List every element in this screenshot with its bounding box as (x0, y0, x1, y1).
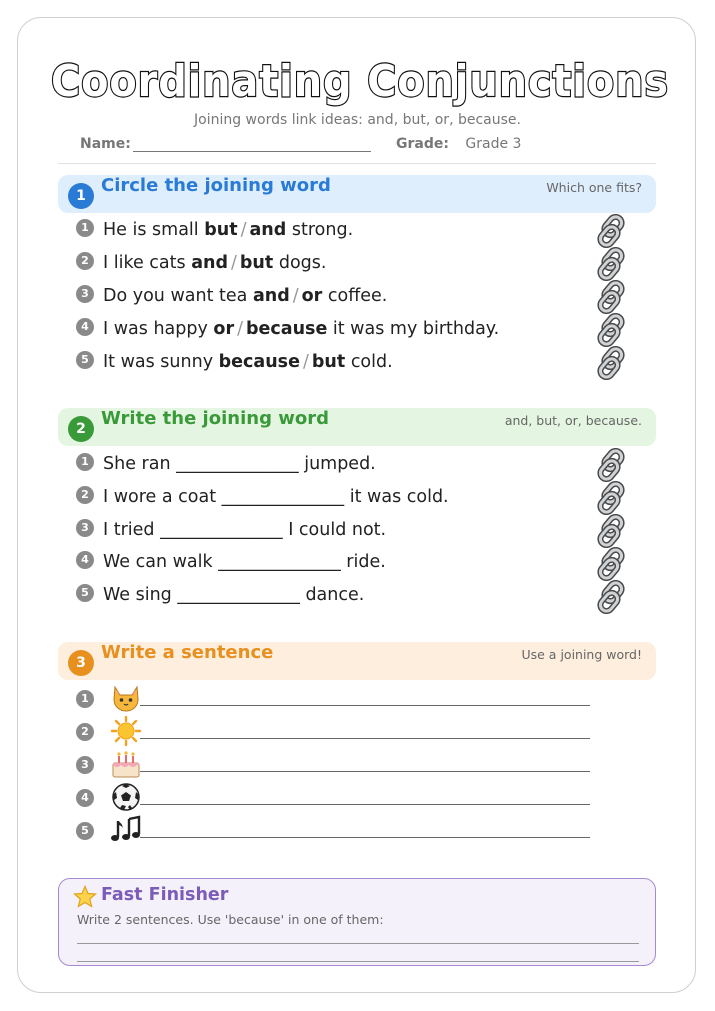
chain-link-icon (594, 280, 628, 314)
chain-link-icon (594, 313, 628, 347)
svg-text:Coordinating Conjunctions: Coordinating Conjunctions (51, 56, 669, 107)
star-icon (73, 885, 97, 909)
cat-face-icon (109, 683, 143, 713)
sun-icon (109, 716, 143, 746)
chain-link-icon (594, 547, 628, 581)
sentence-line[interactable] (140, 804, 590, 805)
section-2-title: Write the joining word (101, 408, 329, 429)
choice-option[interactable]: and (249, 220, 287, 240)
section-2-number: 2 (68, 416, 94, 442)
chain-link-icon (594, 448, 628, 482)
choice-option[interactable]: but (239, 253, 274, 273)
choice-option[interactable]: because (218, 352, 300, 372)
section-3-hint: Use a joining word! (521, 647, 642, 662)
list-item: 5 (76, 818, 149, 842)
answer-blank[interactable]: ______________ (160, 520, 283, 540)
subtitle: Joining words link ideas: and, but, or, because. (194, 112, 521, 128)
worksheet-title (40, 38, 680, 118)
fast-finisher-title: Fast Finisher (101, 885, 229, 905)
section-3-number: 3 (68, 650, 94, 676)
choice-option[interactable]: and (191, 253, 228, 273)
answer-line[interactable] (77, 961, 639, 962)
grade-value: Grade 3 (465, 136, 522, 152)
name-line[interactable] (133, 137, 371, 152)
list-item: 2 I like cats and / but dogs. (76, 253, 326, 277)
choice-option[interactable]: but (311, 352, 346, 372)
choice-option[interactable]: or (301, 286, 323, 306)
section-3-title: Write a sentence (101, 642, 274, 663)
choice-option[interactable]: or (213, 319, 235, 339)
section-2-header (58, 408, 656, 446)
list-item: 1 She ran ______________ jumped. (76, 454, 376, 478)
answer-blank[interactable]: ______________ (218, 552, 341, 572)
section-1-title: Circle the joining word (101, 175, 331, 196)
birthday-cake-icon (109, 749, 143, 779)
chain-link-icon (594, 346, 628, 380)
list-item: 1 He is small but / and strong. (76, 220, 353, 244)
sentence-line[interactable] (140, 837, 590, 838)
list-item: 2 (76, 719, 149, 743)
list-item: 3 (76, 752, 149, 776)
choice-option[interactable]: and (252, 286, 290, 306)
list-item: 2 I wore a coat ______________ it was cold. (76, 487, 449, 511)
list-item: 4 We can walk ______________ ride. (76, 552, 386, 576)
chain-link-icon (594, 247, 628, 281)
list-item: 5 We sing ______________ dance. (76, 585, 364, 609)
list-item: 1 (76, 686, 149, 710)
grade-label: Grade: (396, 136, 449, 152)
section-1-number: 1 (68, 183, 94, 209)
list-item: 3 Do you want tea and / or coffee. (76, 286, 387, 310)
name-field[interactable] (80, 136, 371, 152)
list-item: 3 I tried ______________ I could not. (76, 520, 386, 544)
chain-link-icon (594, 481, 628, 515)
section-2-hint: and, but, or, because. (504, 413, 642, 428)
music-notes-icon (109, 815, 143, 845)
sentence-line[interactable] (140, 705, 590, 706)
choice-option[interactable]: but (204, 220, 238, 240)
chain-link-icon (594, 580, 628, 614)
grade-field (396, 136, 521, 152)
fast-finisher-text: Write 2 sentences. Use 'because' in one of them: (77, 912, 384, 927)
name-label: Name: (80, 136, 131, 152)
list-item: 4 I was happy or / because it was my birthday. (76, 319, 499, 343)
soccer-ball-icon (109, 782, 143, 812)
section-1-hint: Which one fits? (546, 180, 642, 195)
sentence-line[interactable] (140, 771, 590, 772)
answer-blank[interactable]: ______________ (176, 454, 299, 474)
answer-blank[interactable]: ______________ (177, 585, 300, 605)
chain-link-icon (594, 214, 628, 248)
section-1-header (58, 175, 656, 213)
answer-blank[interactable]: ______________ (221, 487, 345, 507)
fast-finisher-box (58, 878, 656, 966)
divider (58, 163, 656, 164)
answer-line[interactable] (77, 943, 639, 944)
chain-link-icon (594, 514, 628, 548)
list-item: 5 It was sunny because / but cold. (76, 352, 393, 376)
section-3-header (58, 642, 656, 680)
list-item: 4 (76, 785, 149, 809)
choice-option[interactable]: because (245, 319, 328, 339)
sentence-line[interactable] (140, 738, 590, 739)
